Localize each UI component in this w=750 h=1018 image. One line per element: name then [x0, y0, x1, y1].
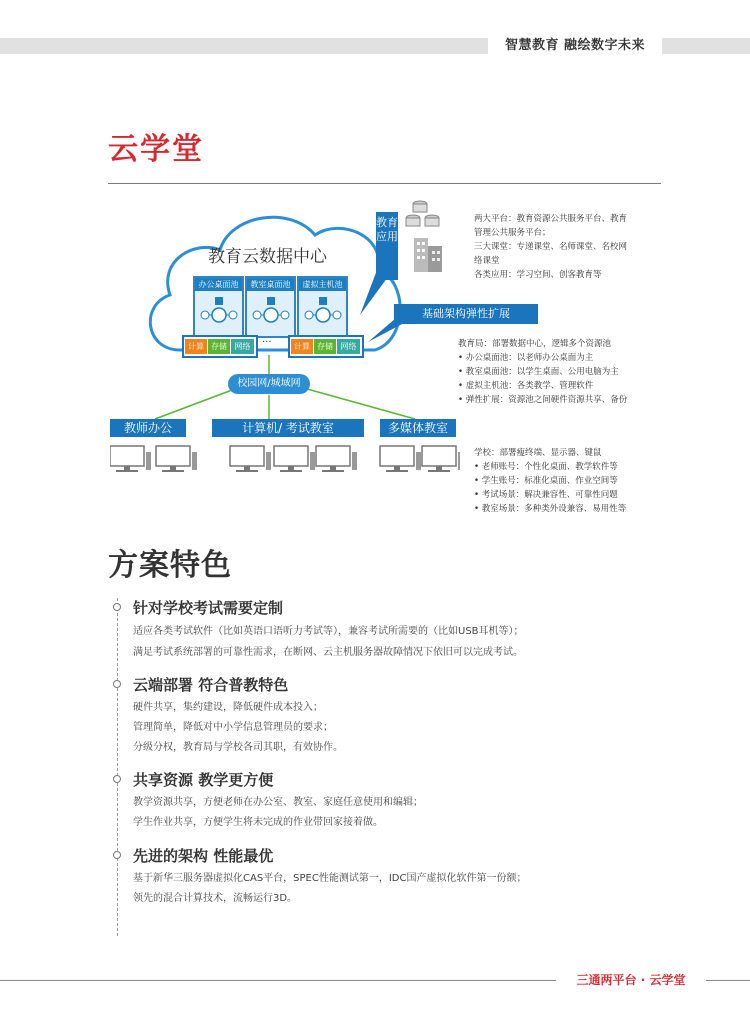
- pool-vhost-label: 虚拟主机池: [299, 278, 346, 291]
- school-item: • 教室场景：多种类外设兼容、易用性等: [474, 502, 626, 516]
- platform-line: 各类应用：学习空间、创客教育等: [474, 270, 602, 280]
- thin-client-row: [110, 444, 460, 476]
- school-text: [474, 446, 626, 516]
- feature-line: 教学资源共享，方便老师在办公室、教室、家庭任意使用和编辑；: [133, 797, 423, 808]
- room-multimedia: 多媒体教室: [380, 419, 456, 437]
- feature-line: 学生作业共享，方便学生将未完成的作业带回家接着做。: [133, 817, 383, 828]
- school-item: • 考试场景：解决兼容性、可靠性问题: [474, 488, 626, 502]
- school-item: • 学生账号：标准化桌面、作业空间等: [474, 474, 626, 488]
- expand-label: 基础架构弹性扩展: [394, 304, 538, 324]
- feature-line: 分级分权，教育局与学校各司其职，有效协作。: [133, 742, 343, 753]
- platform-line: 三大课堂：专递课堂、名师课堂、名校网: [474, 242, 628, 252]
- platform-line: 管理公共服务平台；: [474, 228, 551, 238]
- cloud-label: 教育云数据中心: [208, 247, 327, 267]
- school-item: • 老师账号：个性化桌面、教学软件等: [474, 460, 626, 474]
- app-bubble: 教育应用: [376, 212, 398, 280]
- feature-line: 管理简单，降低对中小学信息管理员的要求；: [133, 722, 333, 733]
- bureau-item: • 弹性扩展：资源池之间硬件资源共享、备份: [458, 393, 627, 407]
- features-timeline: [117, 598, 118, 936]
- pool-office-label: 办公桌面池: [195, 278, 242, 291]
- feature-line: 基于新华三服务器虚拟化CAS平台，SPEC性能测试第一，IDC国产虚拟化软件第一份额；: [133, 873, 527, 884]
- feature-heading: 先进的架构 性能最优: [133, 847, 274, 865]
- server-network-icon: [195, 291, 242, 334]
- feature-bullet-icon: [113, 680, 121, 688]
- platform-line: 两大平台：教育资源公共服务平台、教育: [474, 214, 628, 224]
- feature-line: 硬件共享，集约建设，降低硬件成本投入；: [133, 702, 323, 713]
- room-teacher-office: 教师办公: [110, 419, 186, 437]
- campus-network-label: 校园网/城域网: [228, 374, 310, 394]
- resource-compute: 计算: [185, 339, 207, 354]
- thin-client-icon: [422, 446, 460, 472]
- resource-network: 网络: [231, 339, 254, 354]
- feature-heading: 云端部署 符合普教特色: [133, 676, 289, 694]
- server-network-icon: [247, 291, 294, 334]
- ellipsis: ···: [262, 337, 272, 348]
- pool-vhost: [297, 276, 348, 338]
- feature-line: 适应各类考试软件（比如英语口语听力考试等），兼容考试所需要的（比如USB耳机等）；: [133, 626, 524, 637]
- feature-bullet-icon: [113, 603, 121, 611]
- thin-client-icon: [110, 446, 151, 472]
- resource-network: 网络: [337, 339, 360, 354]
- pool-office: [193, 276, 244, 338]
- feature-heading: 针对学校考试需要定制: [133, 599, 284, 617]
- resource-compute: 计算: [291, 339, 313, 354]
- platform-text: [474, 212, 627, 282]
- page-title: 云学堂: [108, 132, 204, 167]
- resource-storage: 存储: [208, 339, 230, 354]
- feature-heading: 共享资源 教学更方便: [133, 771, 274, 789]
- thin-client-icon: [380, 446, 421, 472]
- title-divider: [108, 183, 661, 184]
- header-slogan: 智慧教育 融绘数字未来: [488, 36, 662, 56]
- server-network-icon: [299, 291, 346, 334]
- building-icon: [412, 234, 444, 274]
- footer-tagline: 三通两平台 · 云学堂: [556, 972, 706, 988]
- thin-client-icon: [156, 446, 197, 472]
- feature-bullet-icon: [113, 775, 121, 783]
- thin-client-icon: [274, 446, 315, 472]
- pool-classroom-label: 教室桌面池: [247, 278, 294, 291]
- feature-line: 满足考试系统部署的可靠性需求，在断网、云主机服务器故障情况下依旧可以完成考试。: [133, 647, 523, 658]
- pool-classroom: [245, 276, 296, 338]
- thin-client-icon: [230, 446, 271, 472]
- thin-client-icon: [316, 446, 357, 472]
- resource-storage: 存储: [314, 339, 336, 354]
- bureau-text: [458, 337, 627, 407]
- bureau-item: • 办公桌面池：以老师办公桌面为主: [458, 351, 627, 365]
- features-title: 方案特色: [108, 548, 232, 583]
- bureau-item: • 虚拟主机池：各类教学、管理软件: [458, 379, 627, 393]
- bureau-intro: 教育局：部署数据中心，逻辑多个资源池: [458, 339, 612, 349]
- school-intro: 学校：部署瘦终端、显示器、键鼠: [474, 448, 602, 458]
- feature-line: 领先的混合计算技术，流畅运行3D。: [133, 893, 298, 904]
- platform-line: 络课堂: [474, 256, 500, 266]
- bureau-item: • 教室桌面池：以学生桌面、公用电脑为主: [458, 365, 627, 379]
- room-exam-classroom: 计算机/ 考试教室: [212, 419, 364, 437]
- feature-bullet-icon: [113, 851, 121, 859]
